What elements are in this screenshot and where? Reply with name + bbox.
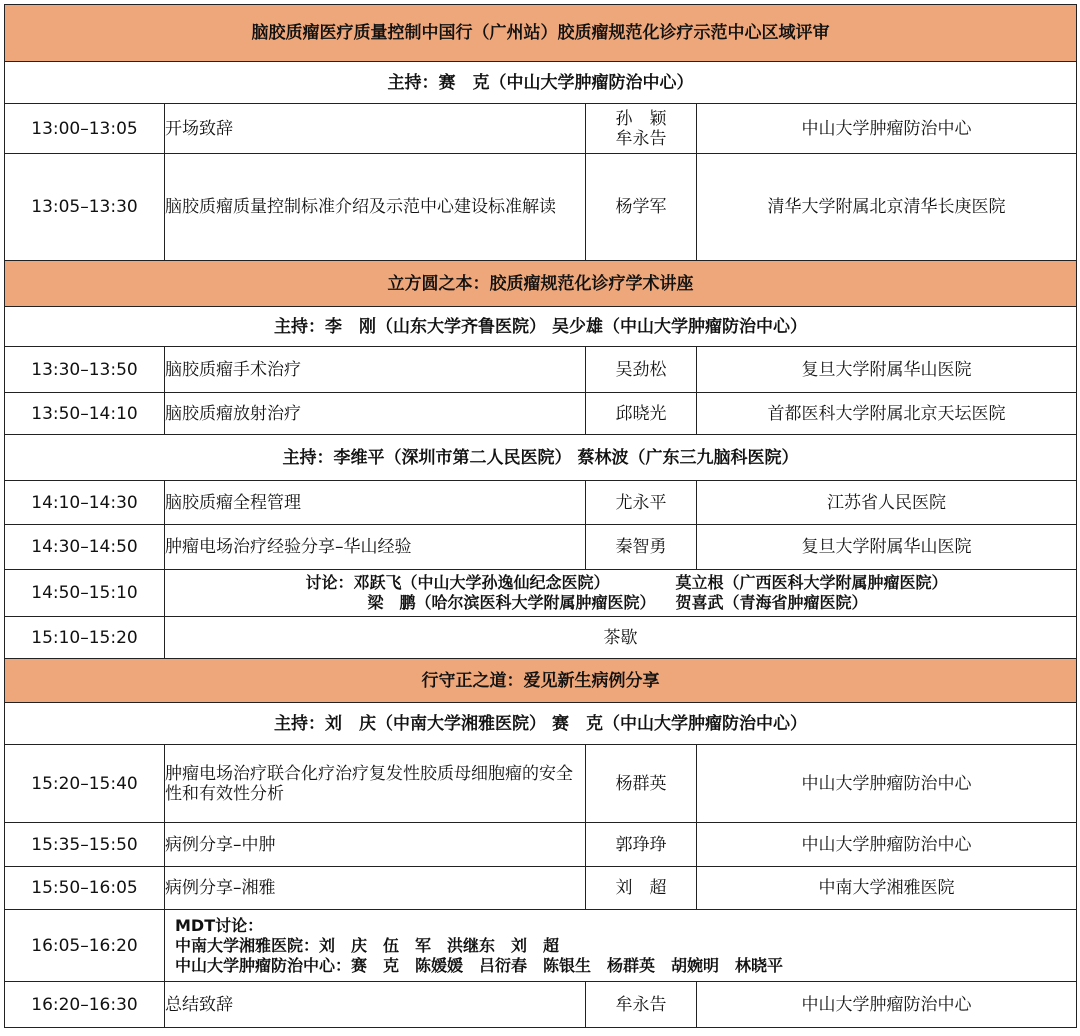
institution-cell: 中山大学肿瘤防治中心	[697, 745, 1077, 823]
speaker-cell: 刘 超	[586, 867, 697, 910]
speaker-cell	[586, 104, 697, 154]
institution-cell: 中南大学湘雅医院	[697, 867, 1077, 910]
host-row	[5, 703, 1077, 745]
table-row	[5, 745, 1077, 823]
host-text: 主持：李维平（深圳市第二人民医院） 蔡林波（广东三九脑科医院）	[5, 435, 1077, 481]
institution-cell: 江苏省人民医院	[697, 481, 1077, 525]
speaker-cell: 杨学军	[586, 154, 697, 261]
table-row	[5, 104, 1077, 154]
section-header	[5, 261, 1077, 307]
host-text: 主持：李 刚（山东大学齐鲁医院） 吴少雄（中山大学肿瘤防治中心）	[5, 307, 1077, 347]
host-row	[5, 62, 1077, 104]
host-row	[5, 435, 1077, 481]
topic-cell: 病例分享–中肿	[165, 823, 586, 867]
time-cell: 13:00–13:05	[5, 104, 165, 154]
speaker-cell: 邱晓光	[586, 393, 697, 435]
speaker-cell: 牟永告	[586, 982, 697, 1028]
section-header	[5, 5, 1077, 62]
host-row	[5, 307, 1077, 347]
time-cell: 14:30–14:50	[5, 525, 165, 570]
mdt-cell	[165, 910, 1077, 982]
topic-cell: 肿瘤电场治疗经验分享–华山经验	[165, 525, 586, 570]
topic-cell: 病例分享–湘雅	[165, 867, 586, 910]
discussion-panelist: 梁 鹏（哈尔滨医科大学附属肿瘤医院）	[367, 593, 656, 612]
mdt-title: MDT讨论：	[175, 915, 264, 935]
time-cell: 13:30–13:50	[5, 347, 165, 393]
section-title: 立方圆之本：胶质瘤规范化诊疗学术讲座	[5, 261, 1077, 307]
section-title: 行守正之道：爱见新生病例分享	[5, 659, 1077, 703]
speaker-cell: 郭琤琤	[586, 823, 697, 867]
speaker-cell: 秦智勇	[586, 525, 697, 570]
table-row	[5, 867, 1077, 910]
speaker-cell: 杨群英	[586, 745, 697, 823]
mdt-row	[5, 910, 1077, 982]
tea-break-row	[5, 617, 1077, 659]
discussion-panelist: 贺喜武（青海省肿瘤医院）	[675, 593, 868, 612]
time-cell: 15:50–16:05	[5, 867, 165, 910]
topic-cell: 脑胶质瘤放射治疗	[165, 393, 586, 435]
topic-cell: 肿瘤电场治疗联合化疗治疗复发性胶质母细胞瘤的安全性和有效性分析	[165, 745, 586, 823]
discussion-row	[5, 570, 1077, 617]
host-text: 主持：刘 庆（中南大学湘雅医院） 赛 克（中山大学肿瘤防治中心）	[5, 703, 1077, 745]
topic-cell: 开场致辞	[165, 104, 586, 154]
institution-cell: 清华大学附属北京清华长庚医院	[697, 154, 1077, 261]
speaker-name: 孙 颖	[615, 108, 667, 129]
time-cell: 16:05–16:20	[5, 910, 165, 982]
mdt-participants: 中山大学肿瘤防治中心：赛 克 陈媛媛 吕衍春 陈银生 杨群英 胡婉明 林晓平	[175, 955, 784, 975]
host-text: 主持：赛 克（中山大学肿瘤防治中心）	[5, 62, 1077, 104]
topic-cell: 脑胶质瘤全程管理	[165, 481, 586, 525]
section-header	[5, 659, 1077, 703]
table-row	[5, 525, 1077, 570]
institution-cell: 中山大学肿瘤防治中心	[697, 982, 1077, 1028]
time-cell: 14:50–15:10	[5, 570, 165, 617]
institution-cell: 首都医科大学附属北京天坛医院	[697, 393, 1077, 435]
tea-break-label: 茶歇	[165, 617, 1077, 659]
topic-cell: 脑胶质瘤手术治疗	[165, 347, 586, 393]
discussion-cell	[165, 570, 1077, 617]
institution-cell: 中山大学肿瘤防治中心	[697, 823, 1077, 867]
table-row	[5, 393, 1077, 435]
time-cell: 15:10–15:20	[5, 617, 165, 659]
topic-cell: 脑胶质瘤质量控制标准介绍及示范中心建设标准解读	[165, 154, 586, 261]
section-title: 脑胶质瘤医疗质量控制中国行（广州站）胶质瘤规范化诊疗示范中心区域评审	[5, 5, 1077, 62]
mdt-participants: 中南大学湘雅医院：刘 庆 伍 军 洪继东 刘 超	[175, 935, 560, 955]
topic-cell: 总结致辞	[165, 982, 586, 1028]
table-row	[5, 823, 1077, 867]
time-cell: 14:10–14:30	[5, 481, 165, 525]
speaker-cell: 尤永平	[586, 481, 697, 525]
table-row	[5, 481, 1077, 525]
table-row	[5, 982, 1077, 1028]
speaker-name: 牟永告	[615, 128, 667, 149]
time-cell: 15:20–15:40	[5, 745, 165, 823]
institution-cell: 复旦大学附属华山医院	[697, 525, 1077, 570]
time-cell: 15:35–15:50	[5, 823, 165, 867]
agenda-table	[4, 4, 1077, 1028]
institution-cell: 复旦大学附属华山医院	[697, 347, 1077, 393]
time-cell: 13:05–13:30	[5, 154, 165, 261]
discussion-panelist: 莫立根（广西医科大学附属肿瘤医院）	[675, 573, 948, 592]
table-row	[5, 347, 1077, 393]
time-cell: 13:50–14:10	[5, 393, 165, 435]
speaker-cell: 吴劲松	[586, 347, 697, 393]
institution-cell: 中山大学肿瘤防治中心	[697, 104, 1077, 154]
table-row	[5, 154, 1077, 261]
time-cell: 16:20–16:30	[5, 982, 165, 1028]
discussion-panelist: 讨论：邓跃飞（中山大学孙逸仙纪念医院）	[305, 573, 610, 592]
